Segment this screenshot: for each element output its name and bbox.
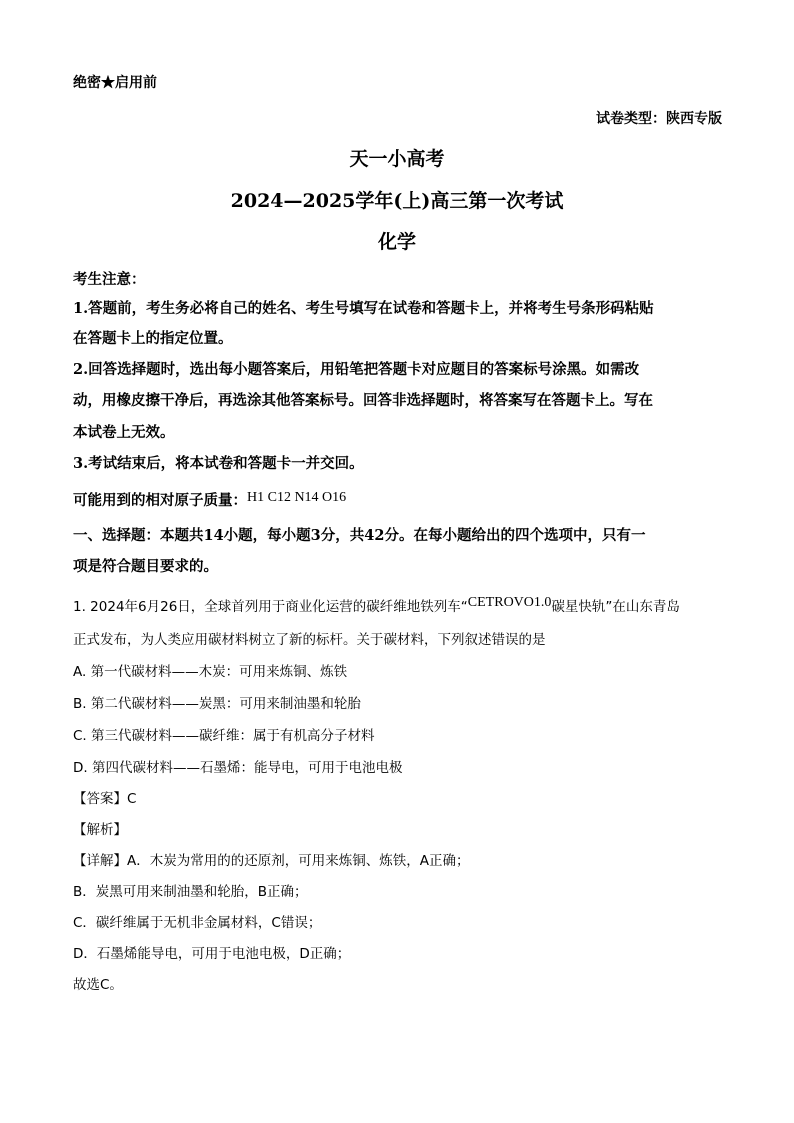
subject-title: 化学 — [377, 231, 416, 253]
train-model: CETROVO1.0 — [467, 595, 552, 610]
option-d: D. 第四代碳材料——石墨烯：能导电，可用于电池电极 — [73, 760, 403, 776]
answer-value: C — [127, 791, 137, 807]
exam-title: 2024—2025学年(上)高三第一次考试 — [230, 190, 564, 212]
question-stem-text: 1. 2024年6月26日，全球首列用于商业化运营的碳纤维地铁列车“ — [73, 599, 468, 615]
question-stem — [73, 595, 680, 616]
notice-line: 3.考试结束后，将本试卷和答题卡一并交回。 — [73, 455, 364, 472]
explanation-line: C．碳纤维属于无机非金属材料，C错误； — [73, 915, 322, 931]
exam-type-label: 试卷类型：陕西专版 — [596, 111, 722, 127]
notice-heading: 考生注意： — [73, 271, 146, 288]
confidential-label: 绝密★启用前 — [73, 75, 157, 91]
atomic-mass-line — [73, 489, 346, 510]
question-stem: 正式发布，为人类应用碳材料树立了新的标杆。关于碳材料，下列叙述错误的是 — [73, 632, 546, 648]
notice-line: 在答题卡上的指定位置。 — [73, 330, 233, 347]
notice-line: 本试卷上无效。 — [73, 424, 175, 441]
explanation-line: D．石墨烯能导电，可用于电池电极，D正确； — [73, 946, 351, 962]
question-stem-text: 碳星快轨”在山东青岛 — [551, 599, 680, 615]
explanation-line: 【详解】A．木炭为常用的的还原剂，可用来炼铜、炼铁，A正确； — [73, 853, 470, 869]
notice-line: 动，用橡皮擦干净后，再选涂其他答案标号。回答非选择题时，将答案写在答题卡上。写在 — [73, 392, 653, 409]
analysis-label: 【解析】 — [73, 822, 127, 838]
exam-series-title: 天一小高考 — [349, 148, 445, 170]
option-a: A. 第一代碳材料——木炭：可用来炼铜、炼铁 — [73, 664, 348, 680]
section-heading: 一、选择题：本题共14小题，每小题3分，共42分。在每小题给出的四个选项中，只有一 — [73, 527, 646, 544]
option-b: B. 第二代碳材料——炭黑：可用来制油墨和轮胎 — [73, 696, 361, 712]
atomic-mass-values: H1 C12 N14 O16 — [247, 490, 347, 505]
notice-line: 1.答题前，考生务必将自己的姓名、考生号填写在试卷和答题卡上，并将考生号条形码粘贴 — [73, 300, 654, 317]
conclusion-line: 故选C。 — [73, 977, 123, 993]
atomic-mass-label: 可能用到的相对原子质量： — [73, 492, 247, 509]
answer-line — [73, 787, 136, 807]
option-c: C. 第三代碳材料——碳纤维：属于有机高分子材料 — [73, 728, 375, 744]
explanation-line: B．炭黑可用来制油墨和轮胎，B正确； — [73, 884, 308, 900]
section-heading: 项是符合题目要求的。 — [73, 558, 218, 575]
notice-line: 2.回答选择题时，选出每小题答案后，用铅笔把答题卡对应题目的答案标号涂黑。如需改 — [73, 361, 640, 378]
answer-label: 【答案】 — [73, 791, 127, 807]
